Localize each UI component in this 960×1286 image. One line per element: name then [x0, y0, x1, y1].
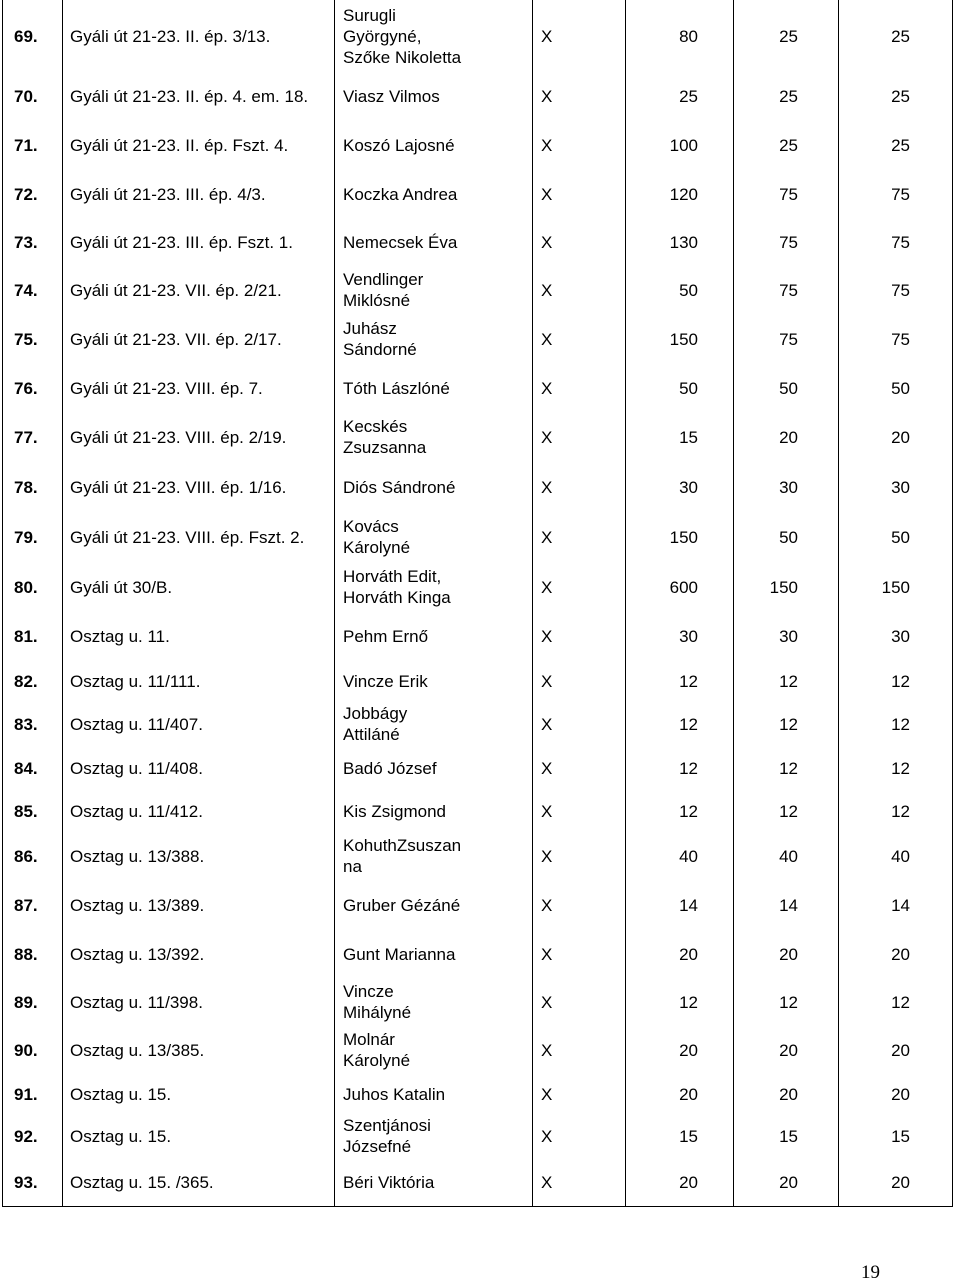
value-cell-3: 50 [891, 378, 910, 398]
value-cell-2: 40 [779, 846, 798, 866]
page-number: 19 [861, 1262, 880, 1283]
name-cell: Szentjánosi Józsefné [343, 1116, 431, 1156]
value-cell-3: 25 [891, 86, 910, 106]
x-mark-cell: X [541, 378, 553, 398]
value-cell-3: 12 [891, 758, 910, 778]
table-row [0, 1158, 960, 1206]
name-cell: Badó József [343, 758, 437, 778]
x-mark-cell: X [541, 895, 553, 915]
value-cell-1: 120 [669, 184, 698, 204]
value-cell-2: 15 [779, 1126, 798, 1146]
row-number: 74. [14, 280, 38, 300]
address-cell: Gyáli út 21-23. VIII. ép. 2/19. [70, 427, 287, 447]
value-cell-2: 30 [779, 626, 798, 646]
value-cell-3: 14 [891, 895, 910, 915]
name-cell: Kis Zsigmond [343, 801, 446, 821]
value-cell-1: 600 [669, 577, 698, 597]
value-cell-3: 20 [891, 427, 910, 447]
value-cell-2: 75 [779, 184, 798, 204]
address-cell: Gyáli út 21-23. VII. ép. 2/21. [70, 280, 282, 300]
address-cell: Gyáli út 30/B. [70, 577, 173, 597]
x-mark-cell: X [541, 427, 553, 447]
value-cell-1: 14 [679, 895, 698, 915]
value-cell-3: 25 [891, 26, 910, 46]
address-cell: Gyáli út 21-23. II. ép. 3/13. [70, 26, 271, 46]
name-cell: Horváth Edit, Horváth Kinga [343, 567, 451, 607]
value-cell-3: 150 [881, 577, 910, 597]
value-cell-2: 12 [779, 758, 798, 778]
value-cell-1: 12 [679, 671, 698, 691]
address-cell: Gyáli út 21-23. VII. ép. 2/17. [70, 329, 282, 349]
name-cell: Surugli Györgyné, Szőke Nikoletta [343, 5, 462, 67]
row-number: 93. [14, 1172, 38, 1192]
x-mark-cell: X [541, 329, 553, 349]
table-row [0, 1026, 960, 1074]
value-cell-3: 75 [891, 280, 910, 300]
value-cell-2: 20 [779, 1040, 798, 1060]
x-mark-cell: X [541, 477, 553, 497]
value-cell-1: 20 [679, 1040, 698, 1060]
value-cell-2: 12 [779, 992, 798, 1012]
address-cell: Osztag u. 11/408. [70, 758, 203, 778]
row-number: 75. [14, 329, 38, 349]
name-cell: Pehm Ernő [343, 626, 429, 646]
value-cell-2: 75 [779, 232, 798, 252]
x-mark-cell: X [541, 577, 553, 597]
row-number: 81. [14, 626, 38, 646]
table-row [0, 512, 960, 562]
row-number: 85. [14, 801, 38, 821]
value-cell-2: 20 [779, 944, 798, 964]
x-mark-cell: X [541, 1172, 553, 1192]
address-cell: Osztag u. 13/385. [70, 1040, 205, 1060]
row-number: 79. [14, 527, 38, 547]
value-cell-1: 15 [679, 427, 698, 447]
table-row [0, 218, 960, 266]
value-cell-2: 75 [779, 329, 798, 349]
value-cell-3: 75 [891, 184, 910, 204]
value-cell-2: 75 [779, 280, 798, 300]
value-cell-3: 20 [891, 1084, 910, 1104]
value-cell-1: 25 [679, 86, 698, 106]
value-cell-1: 150 [669, 329, 698, 349]
row-number: 91. [14, 1084, 38, 1104]
row-number: 78. [14, 477, 38, 497]
value-cell-2: 20 [779, 1084, 798, 1104]
x-mark-cell: X [541, 714, 553, 734]
value-cell-2: 25 [779, 26, 798, 46]
row-number: 90. [14, 1040, 38, 1060]
name-cell: Vendlinger Miklósné [343, 270, 424, 310]
value-cell-3: 12 [891, 714, 910, 734]
table-row [0, 462, 960, 512]
value-cell-3: 12 [891, 671, 910, 691]
name-cell: Kecskés Zsuzsanna [343, 417, 427, 457]
name-cell: Tóth Lászlóné [343, 378, 450, 398]
value-cell-2: 14 [779, 895, 798, 915]
value-cell-1: 100 [669, 135, 698, 155]
name-cell: Vincze Mihályné [343, 982, 412, 1022]
value-cell-2: 12 [779, 801, 798, 821]
row-number: 71. [14, 135, 38, 155]
value-cell-1: 30 [679, 477, 698, 497]
x-mark-cell: X [541, 527, 553, 547]
row-number: 86. [14, 846, 38, 866]
value-cell-1: 20 [679, 944, 698, 964]
value-cell-2: 12 [779, 714, 798, 734]
table-row [0, 562, 960, 612]
value-cell-3: 20 [891, 1040, 910, 1060]
x-mark-cell: X [541, 184, 553, 204]
name-cell: Koszó Lajosné [343, 135, 455, 155]
address-cell: Osztag u. 15. [70, 1126, 172, 1146]
name-cell: Kovács Károlyné [343, 517, 411, 557]
value-cell-3: 25 [891, 135, 910, 155]
table-bottom-border [2, 1206, 953, 1207]
value-cell-1: 12 [679, 801, 698, 821]
row-number: 77. [14, 427, 38, 447]
address-cell: Osztag u. 11. [70, 626, 170, 646]
value-cell-1: 50 [679, 378, 698, 398]
table-row [0, 72, 960, 120]
row-number: 70. [14, 86, 38, 106]
row-number: 87. [14, 895, 38, 915]
address-cell: Osztag u. 11/111. [70, 671, 201, 691]
name-cell: Juhász Sándorné [343, 319, 417, 359]
value-cell-1: 20 [679, 1172, 698, 1192]
x-mark-cell: X [541, 1084, 553, 1104]
name-cell: KohuthZsuszan na [343, 836, 462, 876]
row-number: 84. [14, 758, 38, 778]
x-mark-cell: X [541, 992, 553, 1012]
address-cell: Gyáli út 21-23. II. ép. 4. em. 18. [70, 86, 309, 106]
table-row [0, 790, 960, 832]
table-row [0, 364, 960, 412]
value-cell-1: 20 [679, 1084, 698, 1104]
name-cell: Gunt Marianna [343, 944, 456, 964]
value-cell-1: 130 [669, 232, 698, 252]
x-mark-cell: X [541, 758, 553, 778]
value-cell-3: 12 [891, 992, 910, 1012]
address-cell: Osztag u. 13/389. [70, 895, 205, 915]
address-cell: Osztag u. 11/407. [70, 714, 203, 734]
value-cell-2: 20 [779, 1172, 798, 1192]
address-cell: Osztag u. 15. [70, 1084, 172, 1104]
value-cell-3: 75 [891, 232, 910, 252]
table-row [0, 314, 960, 364]
value-cell-2: 25 [779, 86, 798, 106]
address-cell: Gyáli út 21-23. III. ép. 4/3. [70, 184, 266, 204]
x-mark-cell: X [541, 944, 553, 964]
value-cell-3: 30 [891, 626, 910, 646]
x-mark-cell: X [541, 1040, 553, 1060]
table-row [0, 702, 960, 746]
table-row [0, 746, 960, 790]
address-cell: Gyáli út 21-23. VIII. ép. Fszt. 2. [70, 527, 305, 547]
value-cell-3: 75 [891, 329, 910, 349]
x-mark-cell: X [541, 26, 553, 46]
table-row [0, 412, 960, 462]
address-cell: Osztag u. 15. /365. [70, 1172, 214, 1192]
row-number: 76. [14, 378, 38, 398]
address-cell: Osztag u. 11/412. [70, 801, 203, 821]
row-number: 92. [14, 1126, 38, 1146]
address-cell: Gyáli út 21-23. III. ép. Fszt. 1. [70, 232, 293, 252]
name-cell: Viasz Vilmos [343, 86, 440, 106]
value-cell-1: 30 [679, 626, 698, 646]
value-cell-1: 12 [679, 992, 698, 1012]
name-cell: Juhos Katalin [343, 1084, 446, 1104]
value-cell-1: 150 [669, 527, 698, 547]
name-cell: Gruber Gézáné [343, 895, 461, 915]
value-cell-2: 30 [779, 477, 798, 497]
value-cell-3: 12 [891, 801, 910, 821]
value-cell-2: 50 [779, 527, 798, 547]
row-number: 73. [14, 232, 38, 252]
x-mark-cell: X [541, 232, 553, 252]
value-cell-1: 12 [679, 758, 698, 778]
value-cell-1: 50 [679, 280, 698, 300]
address-cell: Osztag u. 13/388. [70, 846, 205, 866]
table-row [0, 660, 960, 702]
name-cell: Diós Sándroné [343, 477, 456, 497]
value-cell-2: 12 [779, 671, 798, 691]
name-cell: Molnár Károlyné [343, 1030, 411, 1070]
value-cell-3: 20 [891, 944, 910, 964]
address-cell: Gyáli út 21-23. II. ép. Fszt. 4. [70, 135, 289, 155]
value-cell-1: 40 [679, 846, 698, 866]
name-cell: Béri Viktória [343, 1172, 435, 1192]
table-row [0, 930, 960, 978]
row-number: 72. [14, 184, 38, 204]
x-mark-cell: X [541, 1126, 553, 1146]
x-mark-cell: X [541, 801, 553, 821]
name-cell: Nemecsek Éva [343, 232, 458, 252]
row-number: 69. [14, 26, 38, 46]
row-number: 89. [14, 992, 38, 1012]
table-row [0, 832, 960, 880]
row-number: 88. [14, 944, 38, 964]
value-cell-3: 20 [891, 1172, 910, 1192]
value-cell-3: 30 [891, 477, 910, 497]
value-cell-1: 15 [679, 1126, 698, 1146]
value-cell-1: 12 [679, 714, 698, 734]
x-mark-cell: X [541, 626, 553, 646]
table-row [0, 120, 960, 170]
row-number: 83. [14, 714, 38, 734]
table-row [0, 170, 960, 218]
x-mark-cell: X [541, 86, 553, 106]
x-mark-cell: X [541, 135, 553, 155]
table-row [0, 1074, 960, 1114]
row-number: 80. [14, 577, 38, 597]
table-row [0, 612, 960, 660]
table-row [0, 0, 960, 72]
name-cell: Vincze Erik [343, 671, 428, 691]
value-cell-3: 40 [891, 846, 910, 866]
table-row [0, 266, 960, 314]
value-cell-2: 20 [779, 427, 798, 447]
value-cell-1: 80 [679, 26, 698, 46]
address-cell: Gyáli út 21-23. VIII. ép. 1/16. [70, 477, 287, 497]
x-mark-cell: X [541, 846, 553, 866]
value-cell-2: 150 [769, 577, 798, 597]
name-cell: Koczka Andrea [343, 184, 458, 204]
row-number: 82. [14, 671, 38, 691]
value-cell-2: 25 [779, 135, 798, 155]
value-cell-2: 50 [779, 378, 798, 398]
name-cell: Jobbágy Attiláné [343, 704, 408, 744]
value-cell-3: 50 [891, 527, 910, 547]
table-row [0, 1114, 960, 1158]
table-row [0, 880, 960, 930]
address-cell: Osztag u. 13/392. [70, 944, 205, 964]
x-mark-cell: X [541, 671, 553, 691]
value-cell-3: 15 [891, 1126, 910, 1146]
address-cell: Gyáli út 21-23. VIII. ép. 7. [70, 378, 263, 398]
address-cell: Osztag u. 11/398. [70, 992, 203, 1012]
x-mark-cell: X [541, 280, 553, 300]
table-row [0, 978, 960, 1026]
